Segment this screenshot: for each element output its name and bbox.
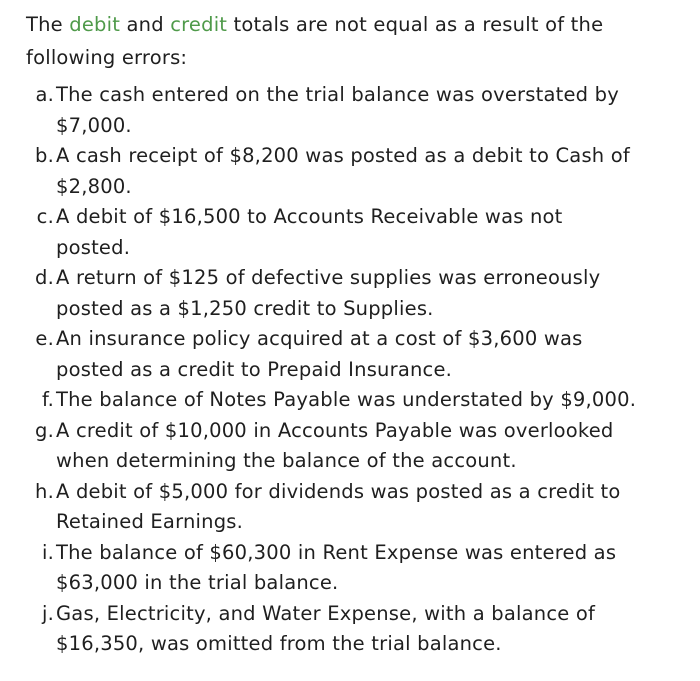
error-text xyxy=(56,385,680,416)
error-marker: e. xyxy=(35,327,54,350)
error-marker: c. xyxy=(36,205,54,228)
error-marker: g. xyxy=(35,418,54,442)
error-text-line: A debit of $16,500 to Accounts Receivable was not xyxy=(56,205,563,228)
error-item xyxy=(26,324,680,385)
intro-and: and xyxy=(120,13,171,36)
error-item xyxy=(26,141,680,202)
error-text xyxy=(56,599,680,660)
error-text xyxy=(56,141,680,202)
error-text xyxy=(56,202,680,263)
error-item xyxy=(26,263,680,324)
error-text-line: A return of $125 of defective supplies was erroneously xyxy=(56,266,601,289)
error-text-line: A cash receipt of $8,200 was posted as a debit to Cash of xyxy=(56,144,630,167)
error-marker: h. xyxy=(35,479,54,503)
error-text-line: posted. xyxy=(56,235,131,259)
intro-rest: totals are not equal as a result of the following errors: xyxy=(26,13,604,69)
error-text-line: A debit of $5,000 for dividends was posted as a credit to xyxy=(56,479,621,503)
error-marker: j. xyxy=(41,601,54,625)
keyword-debit: debit xyxy=(69,13,121,36)
intro-prefix: The xyxy=(26,13,70,36)
error-text-line: $7,000. xyxy=(56,113,132,137)
error-text xyxy=(56,416,680,477)
error-text xyxy=(56,263,680,324)
error-list xyxy=(26,80,680,660)
error-text-line: posted as a $1,250 credit to Supplies. xyxy=(56,296,434,320)
error-marker: i. xyxy=(41,540,54,564)
error-text-line: $16,350, was omitted from the trial balance. xyxy=(56,632,502,655)
error-text xyxy=(56,538,680,599)
error-text-line: posted as a credit to Prepaid Insurance. xyxy=(56,357,453,381)
error-item xyxy=(26,80,680,141)
error-text-line: $2,800. xyxy=(56,174,132,198)
error-text xyxy=(56,80,680,141)
error-text-line: Gas, Electricity, and Water Expense, with a balance of xyxy=(56,601,596,625)
error-marker: d. xyxy=(35,266,54,289)
error-item xyxy=(26,538,680,599)
error-item xyxy=(26,477,680,538)
error-text-line: The balance of Notes Payable was understated by $9,000. xyxy=(56,388,637,411)
error-item xyxy=(26,202,680,263)
keyword-credit: credit xyxy=(170,13,228,36)
error-text-line: $63,000 in the trial balance. xyxy=(56,571,339,594)
intro-paragraph xyxy=(26,8,680,74)
error-text xyxy=(56,324,680,385)
error-marker: b. xyxy=(35,144,54,167)
error-item xyxy=(26,416,680,477)
error-text-line: A credit of $10,000 in Accounts Payable was overlooked xyxy=(56,418,614,442)
error-text-line: The balance of $60,300 in Rent Expense was entered as xyxy=(56,540,617,564)
error-item xyxy=(26,599,680,660)
error-marker: f. xyxy=(41,388,54,411)
error-text-line: Retained Earnings. xyxy=(56,510,244,533)
error-text xyxy=(56,477,680,538)
error-item xyxy=(26,385,680,416)
error-marker: a. xyxy=(35,83,54,106)
error-text-line: The cash entered on the trial balance was overstated by xyxy=(56,83,619,106)
error-text-line: An insurance policy acquired at a cost of $3,600 was xyxy=(56,327,583,350)
error-text-line: when determining the balance of the account. xyxy=(56,449,517,472)
